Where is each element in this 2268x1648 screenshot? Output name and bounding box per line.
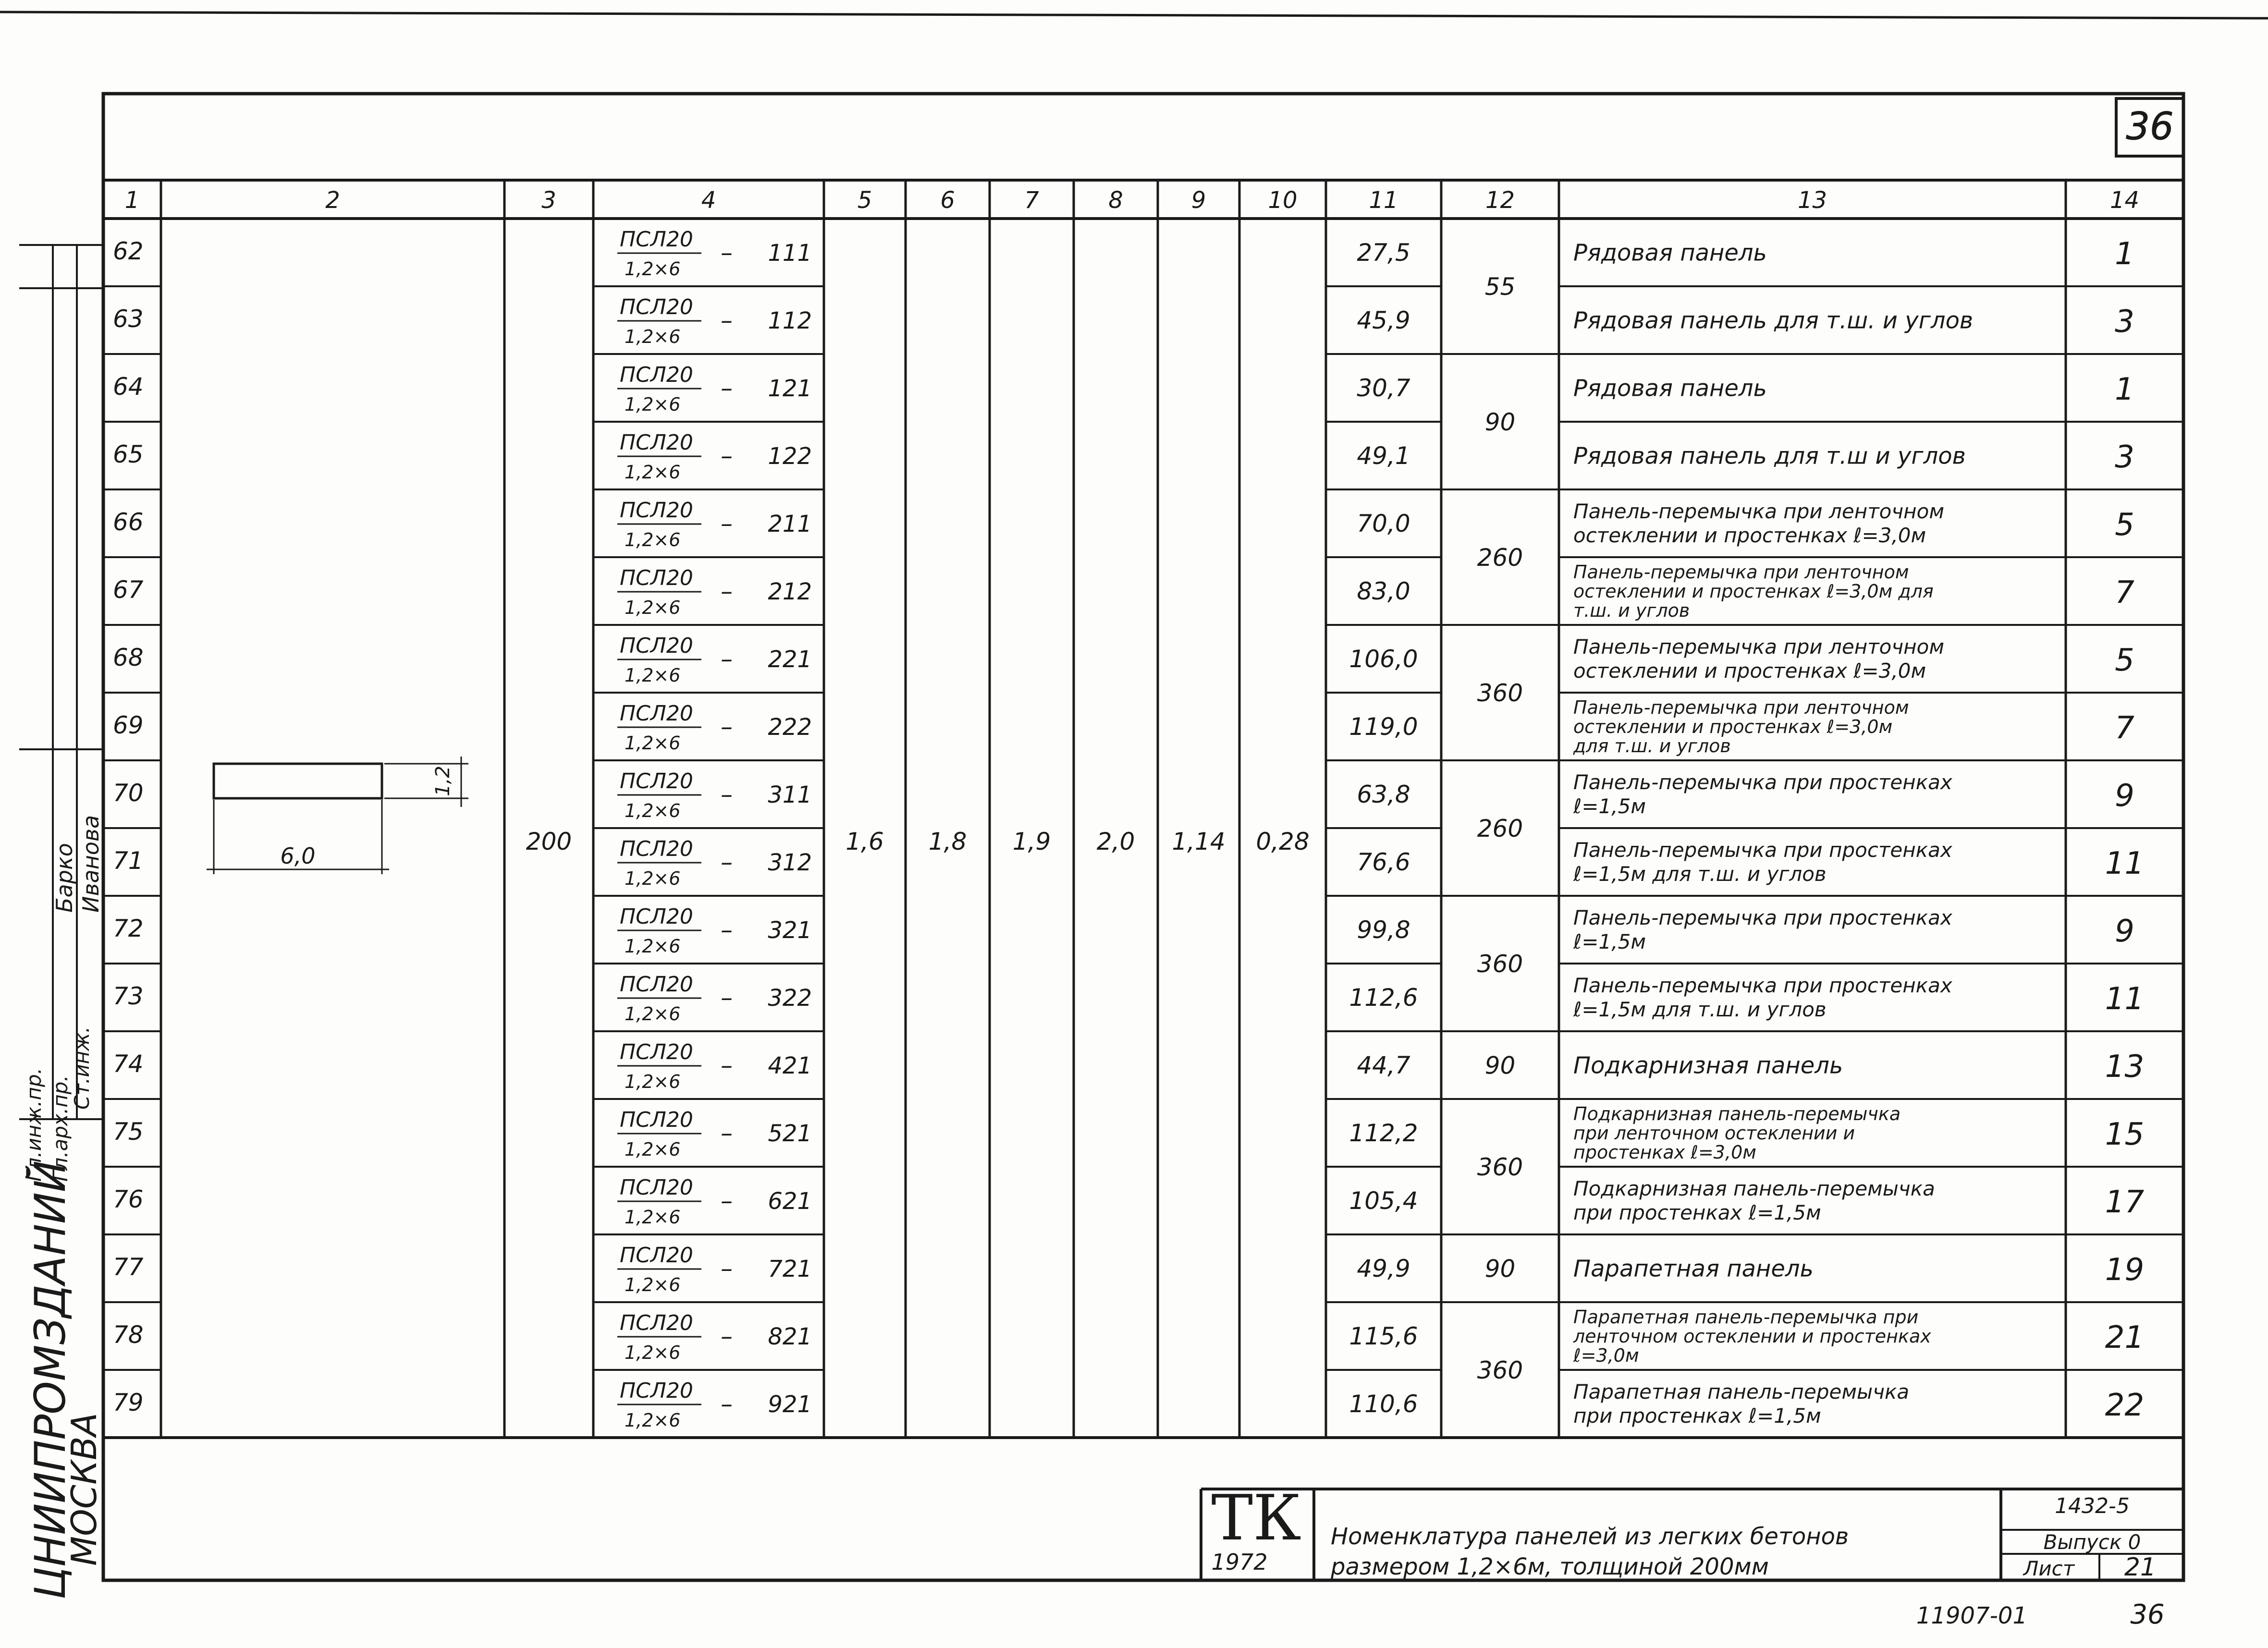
brand-prefix: ПСЛ20	[620, 295, 693, 319]
col12-value: 360	[1477, 679, 1523, 707]
title-block	[1201, 1481, 2183, 1630]
description-line: Панель-перемычка при простенках	[1573, 770, 1952, 794]
sheet-reference: 17	[2105, 1184, 2145, 1220]
brand-code: 222	[768, 714, 812, 741]
brand-dash: –	[721, 1051, 733, 1079]
sheet-reference: 11	[2105, 846, 2145, 881]
brand-size: 1,2×6	[625, 800, 681, 821]
col12-value: 90	[1484, 1051, 1516, 1080]
description-line: Панель-перемычка при простенках	[1573, 838, 1952, 862]
row-number: 75	[113, 1118, 144, 1146]
stamp-name: Иванова	[78, 815, 104, 913]
sheet-reference: 21	[2105, 1320, 2145, 1355]
row-number: 69	[113, 711, 144, 739]
brand-dash: –	[721, 916, 733, 944]
panel-sketch	[207, 757, 468, 874]
column-header-row	[103, 180, 2183, 1438]
brand-code: 421	[768, 1052, 812, 1079]
description-line: при простенках ℓ=1,5м	[1573, 1404, 1821, 1428]
table-row	[113, 1379, 2144, 1431]
brand-prefix: ПСЛ20	[620, 430, 693, 455]
issue-label: Выпуск 0	[2043, 1530, 2141, 1554]
table-row	[103, 1243, 2183, 1302]
brand-size: 1,2×6	[625, 1274, 681, 1295]
brand-dash: –	[721, 1187, 733, 1215]
table-row	[103, 634, 2183, 693]
sheet-number-top: 36	[2126, 105, 2174, 148]
sheet-top-border	[0, 12, 2268, 18]
row-number: 74	[113, 1050, 144, 1078]
mass-value: 27,5	[1357, 239, 1410, 267]
sheet-reference: 5	[2115, 643, 2134, 678]
mass-value: 49,1	[1357, 442, 1410, 470]
description-line: Парапетная панель	[1573, 1255, 1814, 1282]
sheet-reference: 7	[2115, 710, 2134, 746]
column-header-7: 7	[1024, 187, 1039, 214]
description-line: Панель-перемычка при ленточном	[1573, 561, 1909, 583]
brand-size: 1,2×6	[625, 258, 681, 280]
mass-value: 105,4	[1349, 1187, 1418, 1215]
description-line: Рядовая панель	[1573, 239, 1767, 267]
row-number: 65	[113, 440, 144, 468]
sheet-reference: 9	[2115, 778, 2134, 814]
shared-value-6: 1,8	[928, 828, 967, 855]
mass-value: 49,9	[1357, 1255, 1410, 1282]
mass-value: 119,0	[1349, 713, 1418, 741]
sheet-reference: 15	[2105, 1117, 2145, 1152]
description-line: простенках ℓ=3,0м	[1573, 1141, 1756, 1163]
row-number: 77	[113, 1253, 144, 1281]
sheet-reference: 11	[2105, 981, 2145, 1017]
column-header-5: 5	[857, 187, 872, 214]
brand-dash: –	[721, 848, 733, 876]
brand-dash: –	[721, 1390, 733, 1418]
description-line: Парапетная панель-перемычка при	[1573, 1306, 1919, 1328]
side-stamp	[19, 245, 104, 1599]
column-header-10: 10	[1268, 187, 1298, 214]
description-line: Подкарнизная панель-перемычка	[1573, 1103, 1901, 1124]
description-line: для т.ш. и углов	[1573, 735, 1731, 757]
row-number: 76	[113, 1185, 144, 1213]
brand-prefix: ПСЛ20	[620, 837, 693, 861]
row-number: 62	[113, 237, 144, 265]
brand-size: 1,2×6	[625, 529, 681, 550]
sheet-reference: 22	[2105, 1388, 2145, 1423]
col12-value: 55	[1484, 273, 1516, 301]
column-header-4: 4	[701, 187, 716, 214]
description-line: Рядовая панель для т.ш. и углов	[1573, 307, 1974, 334]
sketch-width-label: 6,0	[280, 843, 316, 869]
sketch-height-label: 1,2	[432, 766, 454, 796]
row-number: 73	[113, 982, 144, 1010]
col12-value: 360	[1477, 950, 1523, 978]
brand-dash: –	[721, 713, 733, 741]
mass-value: 70,0	[1357, 510, 1410, 537]
mass-value: 112,2	[1349, 1119, 1418, 1147]
row-number: 71	[113, 847, 144, 875]
table-row	[103, 363, 2183, 422]
brand-dash: –	[721, 510, 733, 537]
table-row	[103, 430, 2183, 489]
brand-prefix: ПСЛ20	[620, 972, 693, 997]
description-line: Парапетная панель-перемычка	[1573, 1380, 1910, 1404]
mass-value: 30,7	[1357, 374, 1410, 402]
brand-code: 211	[768, 511, 812, 537]
description-line: Подкарнизная панель	[1573, 1052, 1843, 1079]
shared-value-8: 2,0	[1096, 828, 1135, 855]
row-number: 79	[113, 1389, 144, 1416]
brand-code: 311	[768, 781, 812, 808]
brand-code: 521	[768, 1120, 812, 1147]
description-line: Панель-перемычка при ленточном	[1573, 696, 1909, 718]
panel-outline	[214, 764, 382, 798]
description-line: при ленточном остеклении и	[1573, 1122, 1855, 1144]
title-year: 1972	[1211, 1549, 1268, 1575]
row-number: 78	[113, 1321, 144, 1349]
stamp-role: Ст.инж.	[70, 1026, 94, 1110]
brand-dash: –	[721, 984, 733, 1012]
column-header-13: 13	[1797, 187, 1827, 214]
sheet-reference: 5	[2115, 507, 2134, 543]
brand-dash: –	[721, 239, 733, 267]
brand-prefix: ПСЛ20	[620, 1108, 693, 1132]
brand-size: 1,2×6	[625, 394, 681, 415]
stamp-name: Барко	[51, 843, 77, 913]
description-line: Панель-перемычка при ленточном	[1573, 500, 1945, 524]
description-line: ℓ=1,5м	[1573, 930, 1646, 954]
brand-code: 821	[768, 1323, 812, 1350]
brand-dash: –	[721, 781, 733, 808]
sheet-value: 21	[2124, 1553, 2157, 1582]
description-line: Панель-перемычка при простенках	[1573, 906, 1952, 930]
mass-value: 83,0	[1357, 577, 1410, 605]
table-row	[103, 295, 2183, 354]
brand-prefix: ПСЛ20	[620, 363, 693, 387]
brand-dash: –	[721, 1119, 733, 1147]
brand-code: 121	[768, 375, 812, 402]
sheet-reference: 19	[2105, 1252, 2145, 1288]
mass-value: 63,8	[1357, 781, 1410, 808]
brand-size: 1,2×6	[625, 665, 681, 686]
brand-prefix: ПСЛ20	[620, 498, 693, 523]
brand-size: 1,2×6	[625, 462, 681, 483]
table-row	[103, 697, 2183, 760]
shared-value-9: 1,14	[1172, 828, 1226, 855]
row-number: 72	[113, 915, 144, 942]
table-row	[103, 1175, 2183, 1234]
brand-code: 221	[768, 646, 812, 673]
brand-prefix: ПСЛ20	[620, 1175, 693, 1200]
description-line: Рядовая панель	[1573, 375, 1767, 402]
brand-prefix: ПСЛ20	[620, 227, 693, 252]
stamp-role: Гл.инж.пр.	[22, 1067, 46, 1182]
brand-code: 621	[768, 1188, 812, 1215]
brand-dash: –	[721, 645, 733, 673]
col12-value: 260	[1477, 815, 1523, 842]
description-line: остеклении и простенках ℓ=3,0м	[1573, 716, 1893, 737]
brand-dash: –	[721, 1255, 733, 1282]
brand-code: 112	[768, 307, 812, 334]
column-header-14: 14	[2109, 187, 2140, 214]
shared-value-10: 0,28	[1256, 828, 1310, 855]
sheet-label: Лист	[2023, 1557, 2075, 1580]
brand-code: 312	[768, 849, 812, 876]
description-line: ℓ=1,5м для т.ш. и углов	[1573, 862, 1827, 886]
mass-value: 110,6	[1349, 1390, 1418, 1418]
description-line: ℓ=1,5м для т.ш. и углов	[1573, 998, 1827, 1022]
brand-size: 1,2×6	[625, 1342, 681, 1363]
column-header-12: 12	[1485, 187, 1515, 214]
logo-tk: ТК	[1211, 1481, 1301, 1554]
table-row	[103, 972, 2183, 1031]
col12-value: 260	[1477, 544, 1523, 572]
brand-prefix: ПСЛ20	[620, 1311, 693, 1335]
description-line: ленточном остеклении и простенках	[1573, 1325, 1931, 1347]
row-number: 66	[113, 508, 144, 536]
brand-size: 1,2×6	[625, 1410, 681, 1431]
mass-value: 115,6	[1349, 1322, 1418, 1350]
brand-dash: –	[721, 577, 733, 605]
brand-dash: –	[721, 1322, 733, 1350]
sheet-reference: 3	[2115, 439, 2134, 475]
brand-prefix: ПСЛ20	[620, 634, 693, 658]
archive-number: 11907-01	[1916, 1602, 2027, 1629]
column-header-3: 3	[541, 187, 556, 214]
col12-value: 360	[1477, 1356, 1523, 1384]
description-line: Рядовая панель для т.ш и углов	[1573, 442, 1966, 470]
brand-prefix: ПСЛ20	[620, 769, 693, 793]
table-row	[103, 562, 2183, 625]
stamp-role: Гл.арх.пр.	[49, 1075, 72, 1182]
brand-prefix: ПСЛ20	[620, 904, 693, 929]
brand-code: 322	[768, 985, 812, 1012]
brand-dash: –	[721, 442, 733, 470]
brand-prefix: ПСЛ20	[620, 701, 693, 726]
brand-size: 1,2×6	[625, 868, 681, 889]
column-header-1: 1	[124, 187, 140, 214]
brand-size: 1,2×6	[625, 1003, 681, 1025]
table-row	[103, 498, 2183, 557]
brand-size: 1,2×6	[625, 597, 681, 618]
brand-code: 321	[768, 917, 812, 944]
brand-code: 721	[768, 1256, 812, 1282]
mass-value: 76,6	[1357, 848, 1410, 876]
sheet-reference: 13	[2105, 1049, 2145, 1085]
col12-value: 90	[1484, 1255, 1516, 1283]
mass-value: 99,8	[1357, 916, 1410, 944]
brand-size: 1,2×6	[625, 732, 681, 754]
stamp-city: МОСКВА	[64, 1413, 104, 1566]
brand-prefix: ПСЛ20	[620, 1040, 693, 1064]
description-line: ℓ=3,0м	[1573, 1344, 1639, 1366]
table-row	[103, 1103, 2183, 1167]
description-line: Панель-перемычка при простенках	[1573, 974, 1952, 998]
description-line: остеклении и простенках ℓ=3,0м для	[1573, 580, 1934, 602]
mass-value: 44,7	[1357, 1051, 1410, 1079]
sheet-reference: 7	[2115, 575, 2134, 610]
brand-size: 1,2×6	[625, 326, 681, 347]
description-line: ℓ=1,5м	[1573, 794, 1646, 818]
description-line: Панель-перемычка при ленточном	[1573, 635, 1945, 659]
brand-size: 1,2×6	[625, 1139, 681, 1160]
mass-value: 45,9	[1357, 306, 1410, 334]
mass-value: 106,0	[1349, 645, 1418, 673]
column-header-8: 8	[1108, 187, 1123, 214]
row-number: 67	[113, 576, 144, 604]
column-header-9: 9	[1191, 187, 1206, 214]
shared-value-7: 1,9	[1012, 828, 1051, 855]
description-line: остеклении и простенках ℓ=3,0м	[1573, 659, 1926, 683]
description-line: т.ш. и углов	[1573, 599, 1690, 621]
brand-dash: –	[721, 374, 733, 402]
brand-prefix: ПСЛ20	[620, 1379, 693, 1403]
series-number: 1432-5	[2055, 1494, 2130, 1518]
row-number: 68	[113, 644, 144, 671]
brand-size: 1,2×6	[625, 936, 681, 957]
nomenclature-table	[103, 227, 2183, 1438]
row-number: 70	[113, 779, 144, 807]
brand-code: 122	[768, 443, 812, 470]
brand-size: 1,2×6	[625, 1207, 681, 1228]
brand-prefix: ПСЛ20	[620, 1243, 693, 1268]
sheet-reference: 3	[2115, 304, 2134, 340]
table-row	[103, 1306, 2183, 1370]
title-line-2: размером 1,2×6м, толщиной 200мм	[1331, 1553, 1769, 1580]
table-row	[103, 837, 2183, 896]
column-header-2: 2	[325, 187, 340, 214]
description-line: Подкарнизная панель-перемычка	[1573, 1177, 1935, 1201]
table-row	[103, 904, 2183, 964]
description-line: остеклении и простенках ℓ=3,0м	[1573, 524, 1926, 548]
mass-value: 112,6	[1349, 984, 1418, 1012]
col12-value: 90	[1484, 408, 1516, 436]
sheet-reference: 9	[2115, 914, 2134, 949]
table-row	[103, 1040, 2183, 1099]
brand-code: 212	[768, 578, 812, 605]
sheet-reference: 1	[2115, 372, 2134, 407]
brand-prefix: ПСЛ20	[620, 566, 693, 590]
shared-value-5: 1,6	[846, 828, 884, 855]
brand-code: 921	[768, 1391, 812, 1418]
brand-dash: –	[721, 306, 733, 334]
column-header-11: 11	[1369, 187, 1398, 214]
description-line: при простенках ℓ=1,5м	[1573, 1201, 1821, 1225]
row-number: 63	[113, 305, 144, 333]
brand-code: 111	[768, 240, 812, 267]
thickness-value: 200	[526, 828, 572, 855]
archive-page: 36	[2130, 1599, 2165, 1630]
col12-value: 360	[1477, 1153, 1523, 1181]
stamp-org: ЦНИИПРОМЗДАНИЙ	[25, 1160, 75, 1599]
brand-size: 1,2×6	[625, 1071, 681, 1092]
table-row	[103, 227, 2183, 286]
column-header-6: 6	[940, 187, 955, 214]
title-line-1: Номенклатура панелей из легких бетонов	[1331, 1523, 1849, 1550]
row-number: 64	[113, 373, 144, 401]
sheet-reference: 1	[2115, 236, 2134, 272]
